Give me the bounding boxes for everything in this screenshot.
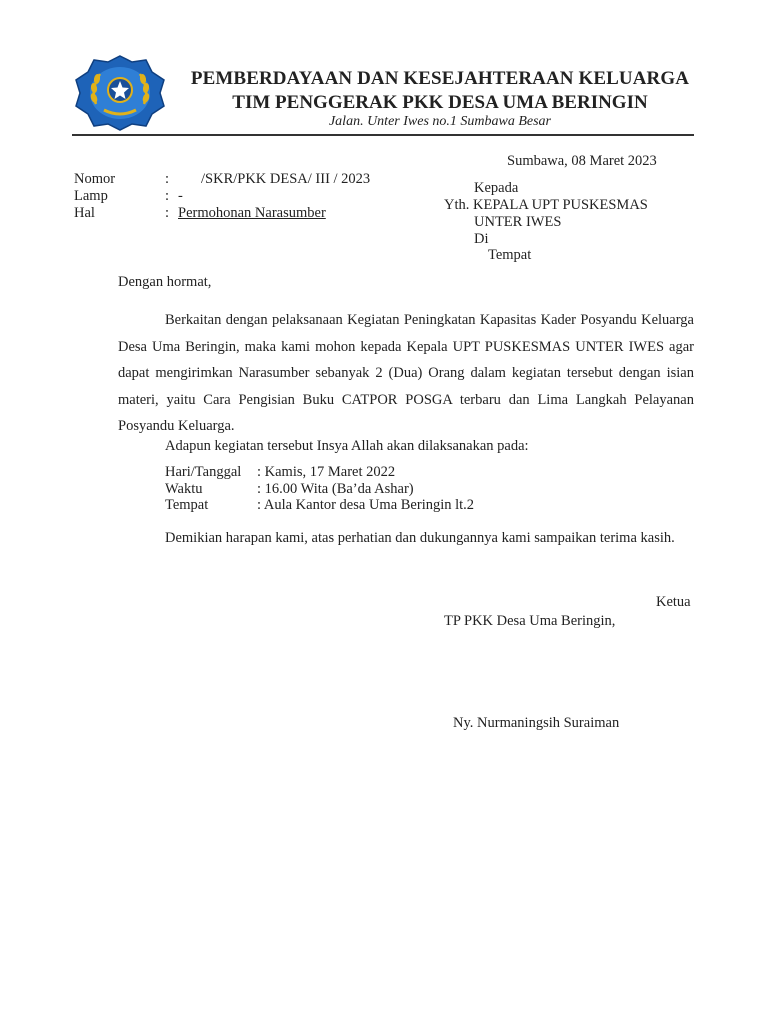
schedule-value-day: : Kamis, 17 Maret 2022	[257, 464, 396, 480]
pkk-emblem-icon	[74, 54, 166, 132]
schedule-value-place: : Aula Kantor desa Uma Beringin lt.2	[257, 497, 475, 513]
signature-title: Ketua	[656, 594, 691, 610]
recipient-yth: Yth. KEPALA UPT PUSKESMAS	[444, 197, 648, 213]
lamp-label: Lamp	[74, 188, 108, 204]
recipient-di: Di	[474, 231, 489, 247]
hal-label: Hal	[74, 205, 95, 221]
lamp-value: -	[178, 188, 183, 204]
signature-org: TP PKK Desa Uma Beringin,	[444, 613, 616, 629]
org-title-line2: TIM PENGGERAK PKK DESA UMA BERINGIN	[232, 92, 648, 113]
schedule-label-place: Tempat	[165, 497, 209, 513]
greeting: Dengan hormat,	[118, 274, 212, 290]
letterhead-divider	[72, 134, 694, 136]
hal-value: Permohonan Narasumber	[178, 205, 326, 221]
org-address: Jalan. Unter Iwes no.1 Sumbawa Besar	[328, 114, 552, 129]
schedule-value-time: : 16.00 Wita (Ba’da Ashar)	[257, 481, 414, 497]
hal-colon: :	[165, 205, 170, 221]
closing-paragraph-text: Demikian harapan kami, atas perhatian dan dukungannya kami sampaikan terima kasih.	[165, 530, 675, 546]
lamp-colon: :	[165, 188, 170, 204]
recipient-line2: UNTER IWES	[474, 214, 562, 230]
org-title-line1: PEMBERDAYAAN DAN KESEJAHTERAAN KELUARGA	[190, 68, 690, 89]
body-paragraph-1	[118, 307, 694, 440]
schedule-label-time: Waktu	[165, 481, 203, 497]
nomor-colon: :	[165, 171, 170, 187]
closing-paragraph	[118, 525, 694, 552]
recipient-tempat: Tempat	[488, 247, 532, 263]
signature-name: Ny. Nurmaningsih Suraiman	[453, 715, 620, 731]
nomor-label: Nomor	[74, 171, 116, 187]
schedule-label-day: Hari/Tanggal	[165, 464, 242, 480]
recipient-kepada: Kepada	[474, 180, 519, 196]
nomor-value: /SKR/PKK DESA/ III / 2023	[201, 171, 371, 187]
body-paragraph-2: Adapun kegiatan tersebut Insya Allah akan dilaksanakan pada:	[165, 438, 529, 454]
letter-date: Sumbawa, 08 Maret 2023	[507, 153, 657, 169]
body-paragraph-1-text: Berkaitan dengan pelaksanaan Kegiatan Peningkatan Kapasitas Kader Posyandu Keluarga Desa Uma Beringin, maka kami mohon kepada Kepala UPT PUSKESMAS UNTER IWES agar dapat mengirimkan Narasumber sebanyak 2 (Dua) Orang dalam kegiatan tersebut dengan isian materi, yaitu Cara Pengisian Buku CATPOR POSGA terbaru dan Lima Langkah Pelayanan Posyandu Keluarga.	[118, 312, 694, 434]
